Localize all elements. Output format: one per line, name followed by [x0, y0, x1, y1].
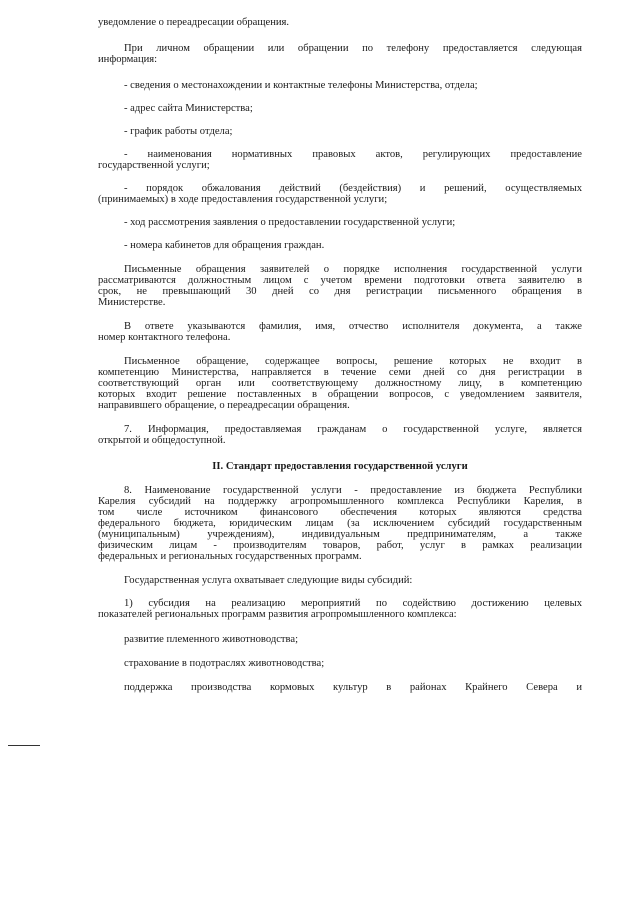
- continuation-line: уведомление о переадресации обращения.: [98, 17, 290, 28]
- list-item-rooms: - номера кабинетов для обращения граждан.: [124, 240, 325, 251]
- redirect-line-1: Письменное обращение, содержащее вопросы, решение которых не входит в: [124, 356, 582, 367]
- info-intro-line-1: При личном обращении или обращении по телефону предоставляется следующая: [124, 43, 582, 54]
- item-8-line-5: (муниципальным) учреждениям), индивидуальным предпринимателям, а также: [98, 529, 582, 540]
- item-8-line-1: 8. Наименование государственной услуги - предоставление из бюджета Республики: [124, 485, 582, 496]
- list-item-location: - сведения о местонахождении и контактные телефоны Министерства, отдела;: [124, 80, 478, 91]
- list-item-acts-line-2: государственной услуги;: [98, 160, 210, 171]
- item-8-line-7: федеральных и региональных государственных программ.: [98, 551, 362, 562]
- list-item-appeal-line-2: (принимаемых) в ходе предоставления государственной услуги;: [98, 194, 388, 205]
- answer-line-2: номер контактного телефона.: [98, 332, 231, 343]
- subsidy-1-line-2: показателей региональных программ развития агропромышленного комплекса:: [98, 609, 457, 620]
- footnote-divider: [8, 745, 40, 746]
- list-item-website: - адрес сайта Министерства;: [124, 103, 253, 114]
- written-requests-line-4: Министерстве.: [98, 297, 166, 308]
- list-item-progress: - ход рассмотрения заявления о предоставлении государственной услуги;: [124, 217, 456, 228]
- item-7-line-2: открытой и общедоступной.: [98, 435, 226, 446]
- list-item-feed: поддержка производства кормовых культур в районах Крайнего Севера и: [124, 682, 582, 693]
- item-8-line-3: том числе источником финансового обеспечения которых являются средства: [98, 507, 582, 518]
- list-item-breeding: развитие племенного животноводства;: [124, 634, 299, 645]
- item-8-line-4: федерального бюджета, юридическим лицам (за исключением субсидий государственным: [98, 518, 582, 529]
- written-requests-line-3: срок, не превышающий 30 дней со дня регистрации письменного обращения в: [98, 286, 582, 297]
- info-intro-line-2: информация:: [98, 54, 158, 65]
- list-item-insurance: страхование в подотраслях животноводства;: [124, 658, 325, 669]
- list-item-schedule: - график работы отдела;: [124, 126, 233, 137]
- item-8-line-2: Карелия субсидий на поддержку агропромышленного комплекса Республики Карелия, в: [98, 496, 582, 507]
- item-8-line-6: физическим лицам - производителям товаров, работ, услуг в рамках реализации: [98, 540, 582, 551]
- written-requests-line-1: Письменные обращения заявителей о порядке исполнения государственной услуги: [124, 264, 582, 275]
- item-7-line-1: 7. Информация, предоставляемая гражданам о государственной услуге, является: [124, 424, 582, 435]
- redirect-line-3: соответствующий орган или соответствующему должностному лицу, в компетенцию: [98, 378, 582, 389]
- written-requests-line-2: рассматриваются должностным лицом с учетом времени подготовки ответа заявителю в: [98, 275, 582, 286]
- redirect-line-4: которых входит решение поставленных в обращении вопросов, с уведомлением заявителя,: [98, 389, 582, 400]
- redirect-line-5: направившего обращение, о переадресации обращения.: [98, 400, 350, 411]
- list-item-acts-line-1: - наименования нормативных правовых актов, регулирующих предоставление: [124, 149, 582, 160]
- subsidy-types-line: Государственная услуга охватывает следующие виды субсидий:: [124, 575, 413, 586]
- list-item-appeal-line-1: - порядок обжалования действий (бездействия) и решений, осуществляемых: [124, 183, 582, 194]
- redirect-line-2: компетенцию Министерства, направляется в течение семи дней со дня регистрации в: [98, 367, 582, 378]
- subsidy-1-line-1: 1) субсидия на реализацию мероприятий по содействию достижению целевых: [124, 598, 582, 609]
- answer-line-1: В ответе указываются фамилия, имя, отчество исполнителя документа, а также: [124, 321, 582, 332]
- section-heading: II. Стандарт предоставления государственной услуги: [212, 461, 468, 472]
